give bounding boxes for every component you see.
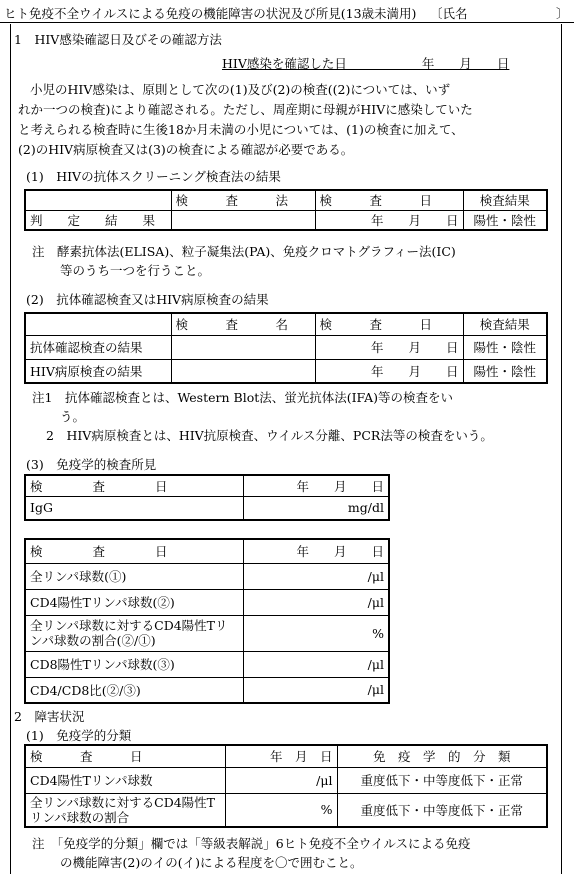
value-cell[interactable]: /μl xyxy=(243,563,389,589)
date-cell[interactable]: 年 月 日 xyxy=(243,539,389,563)
result-header: 検査結果 xyxy=(463,190,547,210)
date-label: 検 査 日 xyxy=(25,475,243,496)
confirmation-title: (2) 抗体確認検査又はHIV病原検査の結果 xyxy=(26,292,269,307)
igg-table xyxy=(24,474,390,521)
name-cell[interactable] xyxy=(171,335,315,359)
date-label: 検 査 日 xyxy=(25,539,243,563)
name-field-close: 〕 xyxy=(556,6,569,21)
date-cell[interactable]: 年 月 日 xyxy=(315,210,463,230)
intro-line: (2)のHIV病原検査又は(3)の検査による確認が必要である。 xyxy=(18,142,354,157)
value-cell[interactable]: % xyxy=(225,793,337,827)
intro-line: れか一つの検査)により確認される。ただし、周産期に母親がHIVに感染していた xyxy=(18,102,473,117)
result-cell[interactable]: 陽性・陰性 xyxy=(463,335,547,359)
cd4-ratio-label: 全リンパ球数に対するCD4陽性Tリンパ球数の割合(②/①) xyxy=(25,615,243,651)
value-cell[interactable]: /μl xyxy=(225,767,337,793)
date-cell[interactable]: 年 月 日 xyxy=(315,335,463,359)
name-cell[interactable] xyxy=(171,359,315,383)
screening-title: (1) HIVの抗体スクリーニング検査法の結果 xyxy=(26,169,281,184)
intro-line: 小児のHIV感染は、原則として次の(1)及び(2)の検査((2)については、いず xyxy=(30,82,451,97)
value-cell[interactable]: /μl xyxy=(243,651,389,677)
date-header: 検 査 日 xyxy=(315,190,463,210)
intro-line: と考えられる検査時に生後18か月未満の小児については、(1)の検査に加えて、 xyxy=(18,122,464,137)
value-cell[interactable]: /μl xyxy=(243,677,389,703)
result-cell[interactable]: 陽性・陰性 xyxy=(463,359,547,383)
value-cell[interactable]: % xyxy=(243,615,389,651)
section1-heading: 1 HIV感染確認日及びその確認方法 xyxy=(14,32,222,47)
antibody-confirm-label: 抗体確認検査の結果 xyxy=(25,335,171,359)
method-header: 検 査 法 xyxy=(171,190,315,210)
class-options[interactable]: 重度低下・中等度低下・正常 xyxy=(337,767,547,793)
cd4-ratio-label: 全リンパ球数に対するCD4陽性Tリンパ球数の割合 xyxy=(25,793,225,827)
header-rule xyxy=(0,22,574,23)
value-cell[interactable]: /μl xyxy=(243,589,389,615)
date-header: 検 査 日 xyxy=(315,313,463,335)
class-options[interactable]: 重度低下・中等度低下・正常 xyxy=(337,793,547,827)
date-label: 検 査 日 xyxy=(25,745,225,767)
cd4-count-label: CD4陽性Tリンパ球数 xyxy=(25,767,225,793)
section2-heading: 2 障害状況 xyxy=(14,709,85,724)
lymphocyte-table xyxy=(24,538,390,704)
classification-table xyxy=(24,744,548,828)
screening-note: 注 酵素抗体法(ELISA)、粒子凝集法(PA)、免疫クロマトグラフィー法(IC) 等のうち一つを行うこと。 xyxy=(32,244,456,278)
cd4-cd8-ratio-label: CD4/CD8比(②/③) xyxy=(25,677,243,703)
result-cell[interactable]: 陽性・陰性 xyxy=(463,210,547,230)
confirmation-notes: 注1 抗体確認検査とは、Western Blot法、蛍光抗体法(IFA)等の検査をい う。 2 HIV病原検査とは、HIV抗原検査、ウイルス分離、PCR法等の検査をいう。 xyxy=(32,390,493,443)
cd8-count-label: CD8陽性Tリンパ球数(③) xyxy=(25,651,243,677)
total-lymphocyte-label: 全リンパ球数(①) xyxy=(25,563,243,589)
confirmation-table xyxy=(24,312,548,384)
classification-note: 注 「免疫学的分類」欄では「等級表解説」6ヒト免疫不全ウイルスによる免疫 の機能障害(2)のイの(イ)による程度を〇で囲むこと。 xyxy=(32,836,471,870)
intro-paragraph xyxy=(18,80,548,160)
screening-table xyxy=(24,189,548,231)
form-title: ヒト免疫不全ウイルスによる免疫の機能障害の状況及び所見(13歳未満用) xyxy=(4,6,417,21)
date-cell[interactable]: 年 月 日 xyxy=(315,359,463,383)
name-header: 検 査 名 xyxy=(171,313,315,335)
class-header: 免 疫 学 的 分 類 xyxy=(337,745,547,767)
result-header: 検査結果 xyxy=(463,313,547,335)
name-field-open: 〔氏名 xyxy=(430,6,468,21)
igg-value[interactable]: mg/dl xyxy=(243,496,389,520)
method-cell[interactable] xyxy=(171,210,315,230)
judgement-label: 判 定 結 果 xyxy=(25,210,171,230)
cd4-count-label: CD4陽性Tリンパ球数(②) xyxy=(25,589,243,615)
confirm-date-line: HIV感染を確認した日 年 月 日 xyxy=(222,56,510,71)
immunology-title: (3) 免疫学的検査所見 xyxy=(26,457,157,472)
igg-label: IgG xyxy=(25,496,243,520)
classification-title: (1) 免疫学的分類 xyxy=(26,728,132,743)
date-cell[interactable]: 年 月 日 xyxy=(243,475,389,496)
date-cell[interactable]: 年 月 日 xyxy=(225,745,337,767)
pathogen-test-label: HIV病原検査の結果 xyxy=(25,359,171,383)
